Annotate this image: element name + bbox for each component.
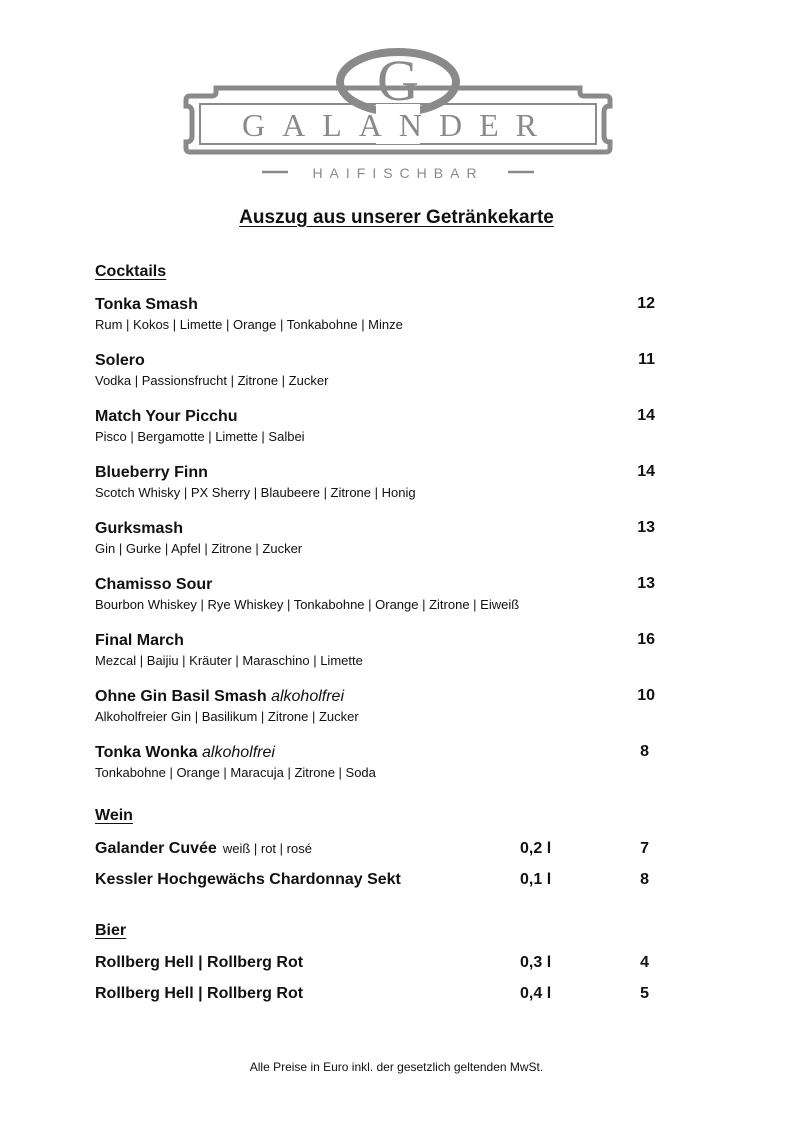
menu-item (95, 295, 655, 333)
item-name: Match Your Picchu (95, 408, 238, 425)
menu-item (95, 463, 655, 501)
logo-subtitle: HAIFISCHBAR (312, 165, 484, 181)
item-price: 8 (640, 743, 649, 760)
menu-item (95, 631, 655, 669)
item-description: Tonkabohne | Orange | Maracuja | Zitrone | Soda (95, 765, 376, 780)
item-description: Alkoholfreier Gin | Basilikum | Zitrone | Zucker (95, 709, 359, 724)
item-name: Solero (95, 352, 145, 369)
item-price: 8 (640, 871, 649, 888)
item-price: 7 (640, 840, 649, 857)
item-price: 14 (637, 407, 655, 424)
menu-item (95, 519, 655, 557)
item-price: 13 (637, 519, 655, 536)
footer-note: Alle Preise in Euro inkl. der gesetzlich geltenden MwSt. (249, 1060, 544, 1074)
section-title-wein: Wein (95, 807, 133, 824)
item-detail: weiß | rot | rosé (222, 841, 312, 856)
logo-name: GALANDER (242, 107, 554, 143)
item-description: Scotch Whisky | PX Sherry | Blaubeere | Zitrone | Honig (95, 485, 416, 500)
item-name: Kessler Hochgewächs Chardonnay Sekt (95, 871, 401, 888)
item-price: 11 (638, 351, 655, 368)
item-note: alkoholfrei (271, 688, 344, 705)
item-name: Galander Cuvée (95, 840, 217, 857)
item-volume: 0,2 l (520, 840, 552, 857)
item-volume: 0,3 l (520, 954, 552, 971)
section-title-bier: Bier (95, 922, 127, 939)
item-description: Bourbon Whiskey | Rye Whiskey | Tonkabohne | Orange | Zitrone | Eiweiß (95, 597, 520, 612)
item-name: Rollberg Hell | Rollberg Rot (95, 954, 304, 971)
item-note: alkoholfrei (201, 744, 275, 761)
logo-letter: G (377, 48, 419, 113)
menu-row (95, 985, 655, 1007)
menu-row (95, 840, 655, 862)
menu-row (95, 954, 655, 976)
menu-item (95, 575, 655, 613)
item-name: Rollberg Hell | Rollberg Rot (95, 985, 304, 1002)
item-name: Final March (95, 632, 184, 649)
menu-item (95, 407, 655, 445)
item-volume: 0,4 l (520, 985, 552, 1002)
item-description: Pisco | Bergamotte | Limette | Salbei (95, 429, 305, 444)
item-name: Tonka Smash (95, 296, 198, 313)
menu-item (95, 351, 655, 389)
item-description: Gin | Gurke | Apfel | Zitrone | Zucker (95, 541, 303, 556)
item-name: Blueberry Finn (95, 464, 208, 481)
item-price: 10 (637, 687, 655, 704)
item-volume: 0,1 l (520, 871, 552, 888)
item-description: Rum | Kokos | Limette | Orange | Tonkabohne | Minze (95, 317, 403, 332)
item-description: Vodka | Passionsfrucht | Zitrone | Zucker (95, 373, 329, 388)
item-price: 5 (640, 985, 649, 1002)
galander-logo (176, 44, 620, 184)
menu-item (95, 687, 655, 725)
menu-row (95, 871, 655, 893)
item-price: 12 (637, 295, 655, 312)
item-name: Ohne Gin Basil Smash (95, 688, 267, 705)
item-price: 13 (637, 575, 655, 592)
page-title: Auszug aus unserer Getränkekarte (239, 207, 554, 228)
item-name: Chamisso Sour (95, 576, 213, 593)
section-title-cocktails: Cocktails (95, 263, 167, 280)
item-price: 4 (640, 954, 649, 971)
item-description: Mezcal | Baijiu | Kräuter | Maraschino | Limette (95, 653, 363, 668)
item-price: 14 (637, 463, 655, 480)
item-name: Tonka Wonka (95, 744, 198, 761)
item-name: Gurksmash (95, 520, 184, 537)
item-price: 16 (637, 631, 655, 648)
menu-item (95, 743, 655, 781)
